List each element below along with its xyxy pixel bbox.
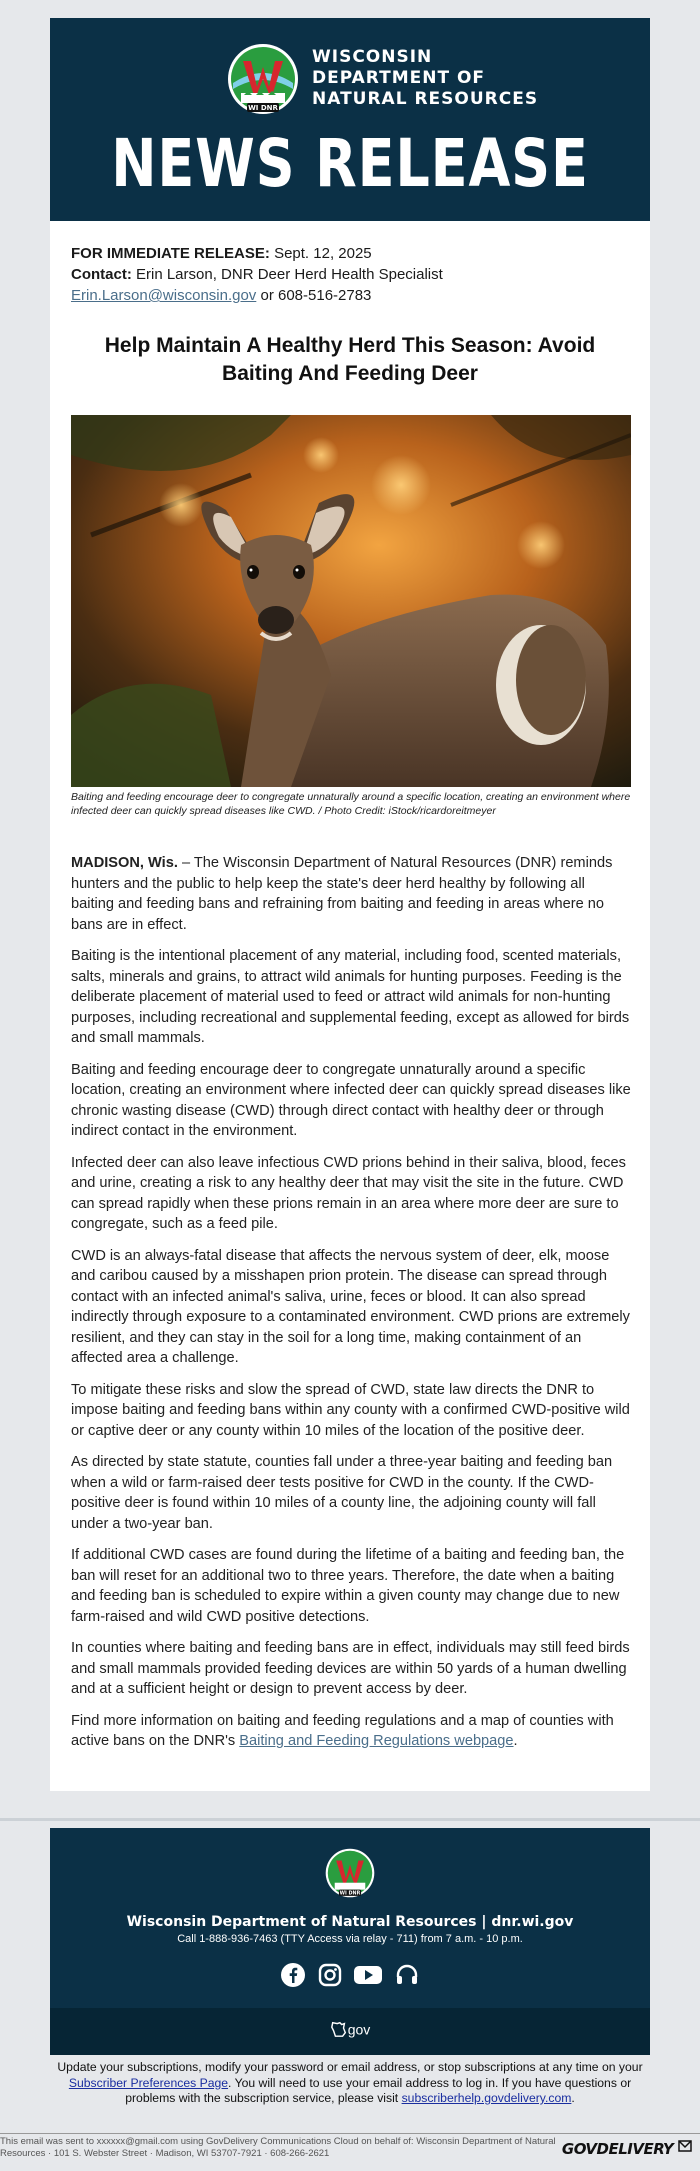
wisconsin-state-icon [330,2020,348,2038]
footer-bottom-bar [50,2008,650,2055]
paragraph-3: Baiting and feeding encourage deer to congregate unnaturally around a specific location, creating an environment where infected deer can quickly spread diseases like chronic wasting disease (CWD) through direct contact with healthy deer or through indirect contact in the environment. [71,1061,631,1139]
podcast-headphones-icon[interactable] [395,1963,419,1992]
footer-phone: Call 1-888-936-7463 (TTY Access via relay - 711) from 7 a.m. - 10 p.m. [177,1933,523,1945]
wi-dnr-footer-logo-icon [325,1848,375,1898]
release-meta: FOR IMMEDIATE RELEASE: Sept. 12, 2025 Contact: Erin Larson, DNR Deer Herd Health Specialist Erin.Larson@wisconsin.gov or 608-516-2783 [71,245,443,304]
photo-caption: Baiting and feeding encourage deer to congregate unnaturally around a specific location, creating an environment where infected deer can quickly spread diseases like CWD. / Photo Credit: iStock/ricardoreitmeyer [71,791,631,817]
paragraph-2: Baiting is the intentional placement of any material, including food, scented materials, salts, minerals and grains, to attract wild animals for hunting purposes. Feeding is the deliberate placement of material used to feed or attract wild animals for non-hunting purposes, including recreational and supplemental feeding, except as allowed for birds and small mammals. [71,948,630,1046]
social-links [50,1963,650,1992]
paragraph-7: As directed by state statute, counties fall under a three-year baiting and feeding ban when a wild or farm-raised deer tests positive for CWD in the county. If the CWD-positive deer is found within 10 miles of a county line, the adjoining county will fall under a two-year ban. [71,1454,613,1532]
dnr-footer [50,1828,650,2055]
news-release-header [50,18,650,221]
baiting-regulations-link[interactable]: Baiting and Feeding Regulations webpage [239,1733,514,1749]
subscriber-help-link[interactable]: subscriberhelp.govdelivery.com [401,2091,572,2105]
subscriber-preferences-link[interactable]: Subscriber Preferences Page [68,2075,229,2090]
news-content [50,221,650,1791]
legal-text: This email was sent to xxxxxx@gmail.com using GovDelivery Communications Cloud on behalf of: Wisconsin Department of Natural Resources · 101 S. Webster Street · Madison, WI 53707-7921 · 608-266-2621 [0,2136,556,2159]
subscription-notice: Update your subscriptions, modify your password or email address, or stop subscriptions at any time on your Subscriber Preferences Page. You will need to use your email address to log in. If you have questions or problems with the subscription service, please visit subscriberhelp.govdelivery.com. [57,2060,643,2105]
paragraph-5: CWD is an always-fatal disease that affects the nervous system of deer, elk, moose and caribou caused by a misshapen prion protein. The disease can spread through contact with an infected animal's saliva, urine, feces or blood. It can also spread indirectly through exposure to a contaminated environment. CWD prions are extremely resilient, and they can stay in the soil for a long time, making containment of an affected area a challenge. [71,1247,630,1366]
news-release-title: NEWS RELEASE [111,125,589,202]
paragraph-1: MADISON, Wis. – The Wisconsin Department of Natural Resources (DNR) reminds hunters and the public to help keep the state's deer herd healthy by following all baiting and feeding bans and refraining from baiting and feeding in areas where no bans are in effect. [71,855,613,933]
envelope-icon [678,2140,692,2152]
headline: Help Maintain A Healthy Herd This Season: Avoid Baiting And Feeding Deer [104,334,596,385]
youtube-icon[interactable] [354,1964,382,1991]
deer-photo [71,415,631,787]
svg-text:WI DNR: WI DNR [339,1890,361,1897]
paragraph-6: To mitigate these risks and slow the spread of CWD, state law directs the DNR to impose baiting and feeding bans within any county with a confirmed CWD-positive wild or captive deer or any county within 10 miles of the location of the positive deer. [71,1381,630,1439]
wi-gov-mark[interactable]: gov [50,2020,650,2038]
instagram-icon[interactable] [318,1963,342,1992]
govdelivery-logo[interactable]: GOVDELIVERY [562,2140,692,2158]
section-divider [0,1818,700,1821]
contact-email-link[interactable]: Erin.Larson@wisconsin.gov [71,287,257,304]
footer-org-name: Wisconsin Department of Natural Resources | dnr.wi.gov [126,1914,574,1930]
agency-name: WISCONSIN DEPARTMENT OF NATURAL RESOURCES [312,47,539,109]
wi-dnr-logo-icon [227,43,299,115]
paragraph-9: In counties where baiting and feeding bans are in effect, individuals may still feed birds and small mammals provided feeding devices are within 50 yards of a human dwelling and at a sufficient height or design to prevent access by deer. [71,1640,630,1697]
article-body [71,853,631,1763]
facebook-icon[interactable] [281,1963,305,1992]
legal-divider [0,2133,700,2134]
paragraph-4: Infected deer can also leave infectious CWD prions behind in their saliva, blood, feces and urine, creating a risk to any healthy deer that may visit the site in the future. CWD can spread rapidly when these prions remain in an area where more deer are sure to congregate, such as a feed pile. [71,1154,626,1232]
paragraph-8: If additional CWD cases are found during the lifetime of a baiting and feeding ban, the ban will reset for an additional two to three years. Therefore, the date when a baiting and feeding ban is scheduled to expire within a given county may change due to new farm-raised and wild CWD positive detections. [71,1547,625,1625]
paragraph-10: Find more information on baiting and feeding regulations and a map of counties with active bans on the DNR's Baiting and Feeding Regulations webpage. [71,1712,614,1749]
svg-text:WI DNR: WI DNR [248,104,278,112]
